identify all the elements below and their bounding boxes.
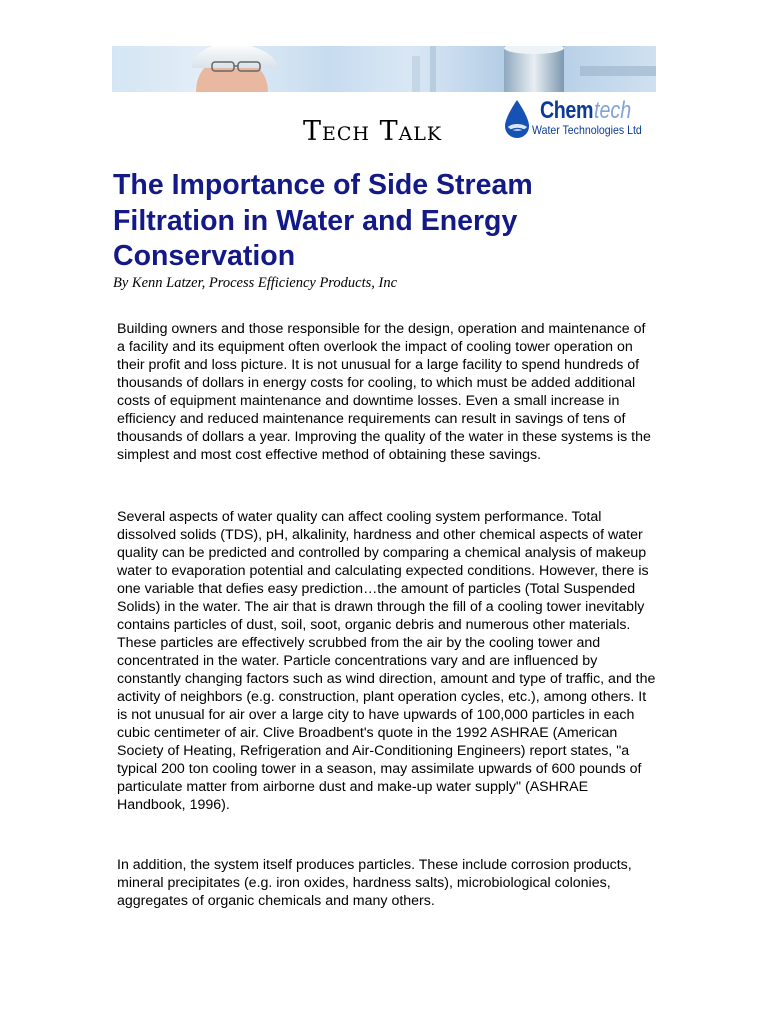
article-title: The Importance of Side Stream Filtration in Water and Energy Conservation: [113, 169, 533, 272]
water-drop-icon: [502, 99, 532, 139]
logo-brand-secondary: tech: [594, 97, 632, 124]
article-byline: By Kenn Latzer, Process Efficiency Products, Inc: [113, 275, 398, 291]
paragraph-1: Building owners and those responsible for the design, operation and maintenance of a facility and its equipment often overlook the impact of cooling tower operation on their profit and loss picture. It is not unusual for a large facility to spend hundreds of thousands of dollars in energy costs for cooling, to which must be added additional costs of equipment maintenance and downtime losses. Even a small increase in efficiency and reduced maintenance requirements can result in savings of tens of thousands of dollars a year. Improving the quality of the water in these systems is the simplest and most cost effective method of obtaining these savings.: [117, 321, 651, 463]
paragraph-2: Several aspects of water quality can affect cooling system performance. Total dissolved solids (TDS), pH, alkalinity, hardness and other chemical aspects of water quality can be predicted and controlled by comparing a chemical analysis of makeup water to evaporation potential and calculating expected conditions. However, there is one variable that defies easy prediction…the amount of particles (Total Suspended Solids) in the water. The air that is drawn through the fill of a cooling tower inevitably contains particles of dust, soil, soot, organic debris and numerous other materials. These particles are effectively scrubbed from the air by the cooling tower and concentrated in the water. Particle concentrations vary and are influenced by constantly changing factors such as wind direction, amount and type of traffic, and the activity of neighbors (e.g. construction, plant operation cycles, etc.), among others. It is not unusual for air over a large city to have upwards of 100,000 particles in each cubic centimeter of air. Clive Broadbent's quote in the 1992 ASHRAE (American Society of Heating, Refrigeration and Air-Conditioning Engineers) report states, "a typical 200 ton cooling tower in a season, may assimilate upwards of 600 pounds of particulate matter from airborne dust and make-up water supply" (ASHRAE Handbook, 1996).: [117, 509, 656, 813]
paragraph-3: In addition, the system itself produces particles. These include corrosion products, mineral precipitates (e.g. iron oxides, hardness salts), microbiological colonies, aggregates of organic chemicals and many others.: [117, 857, 632, 909]
header-banner-image: [112, 46, 656, 92]
chemtech-logo: [502, 97, 662, 141]
banner-art: [112, 46, 656, 92]
logo-brand-primary: Chem: [540, 97, 594, 124]
section-title: Tech Talk: [303, 116, 443, 147]
logo-subtitle: Water Technologies Ltd: [532, 123, 642, 137]
